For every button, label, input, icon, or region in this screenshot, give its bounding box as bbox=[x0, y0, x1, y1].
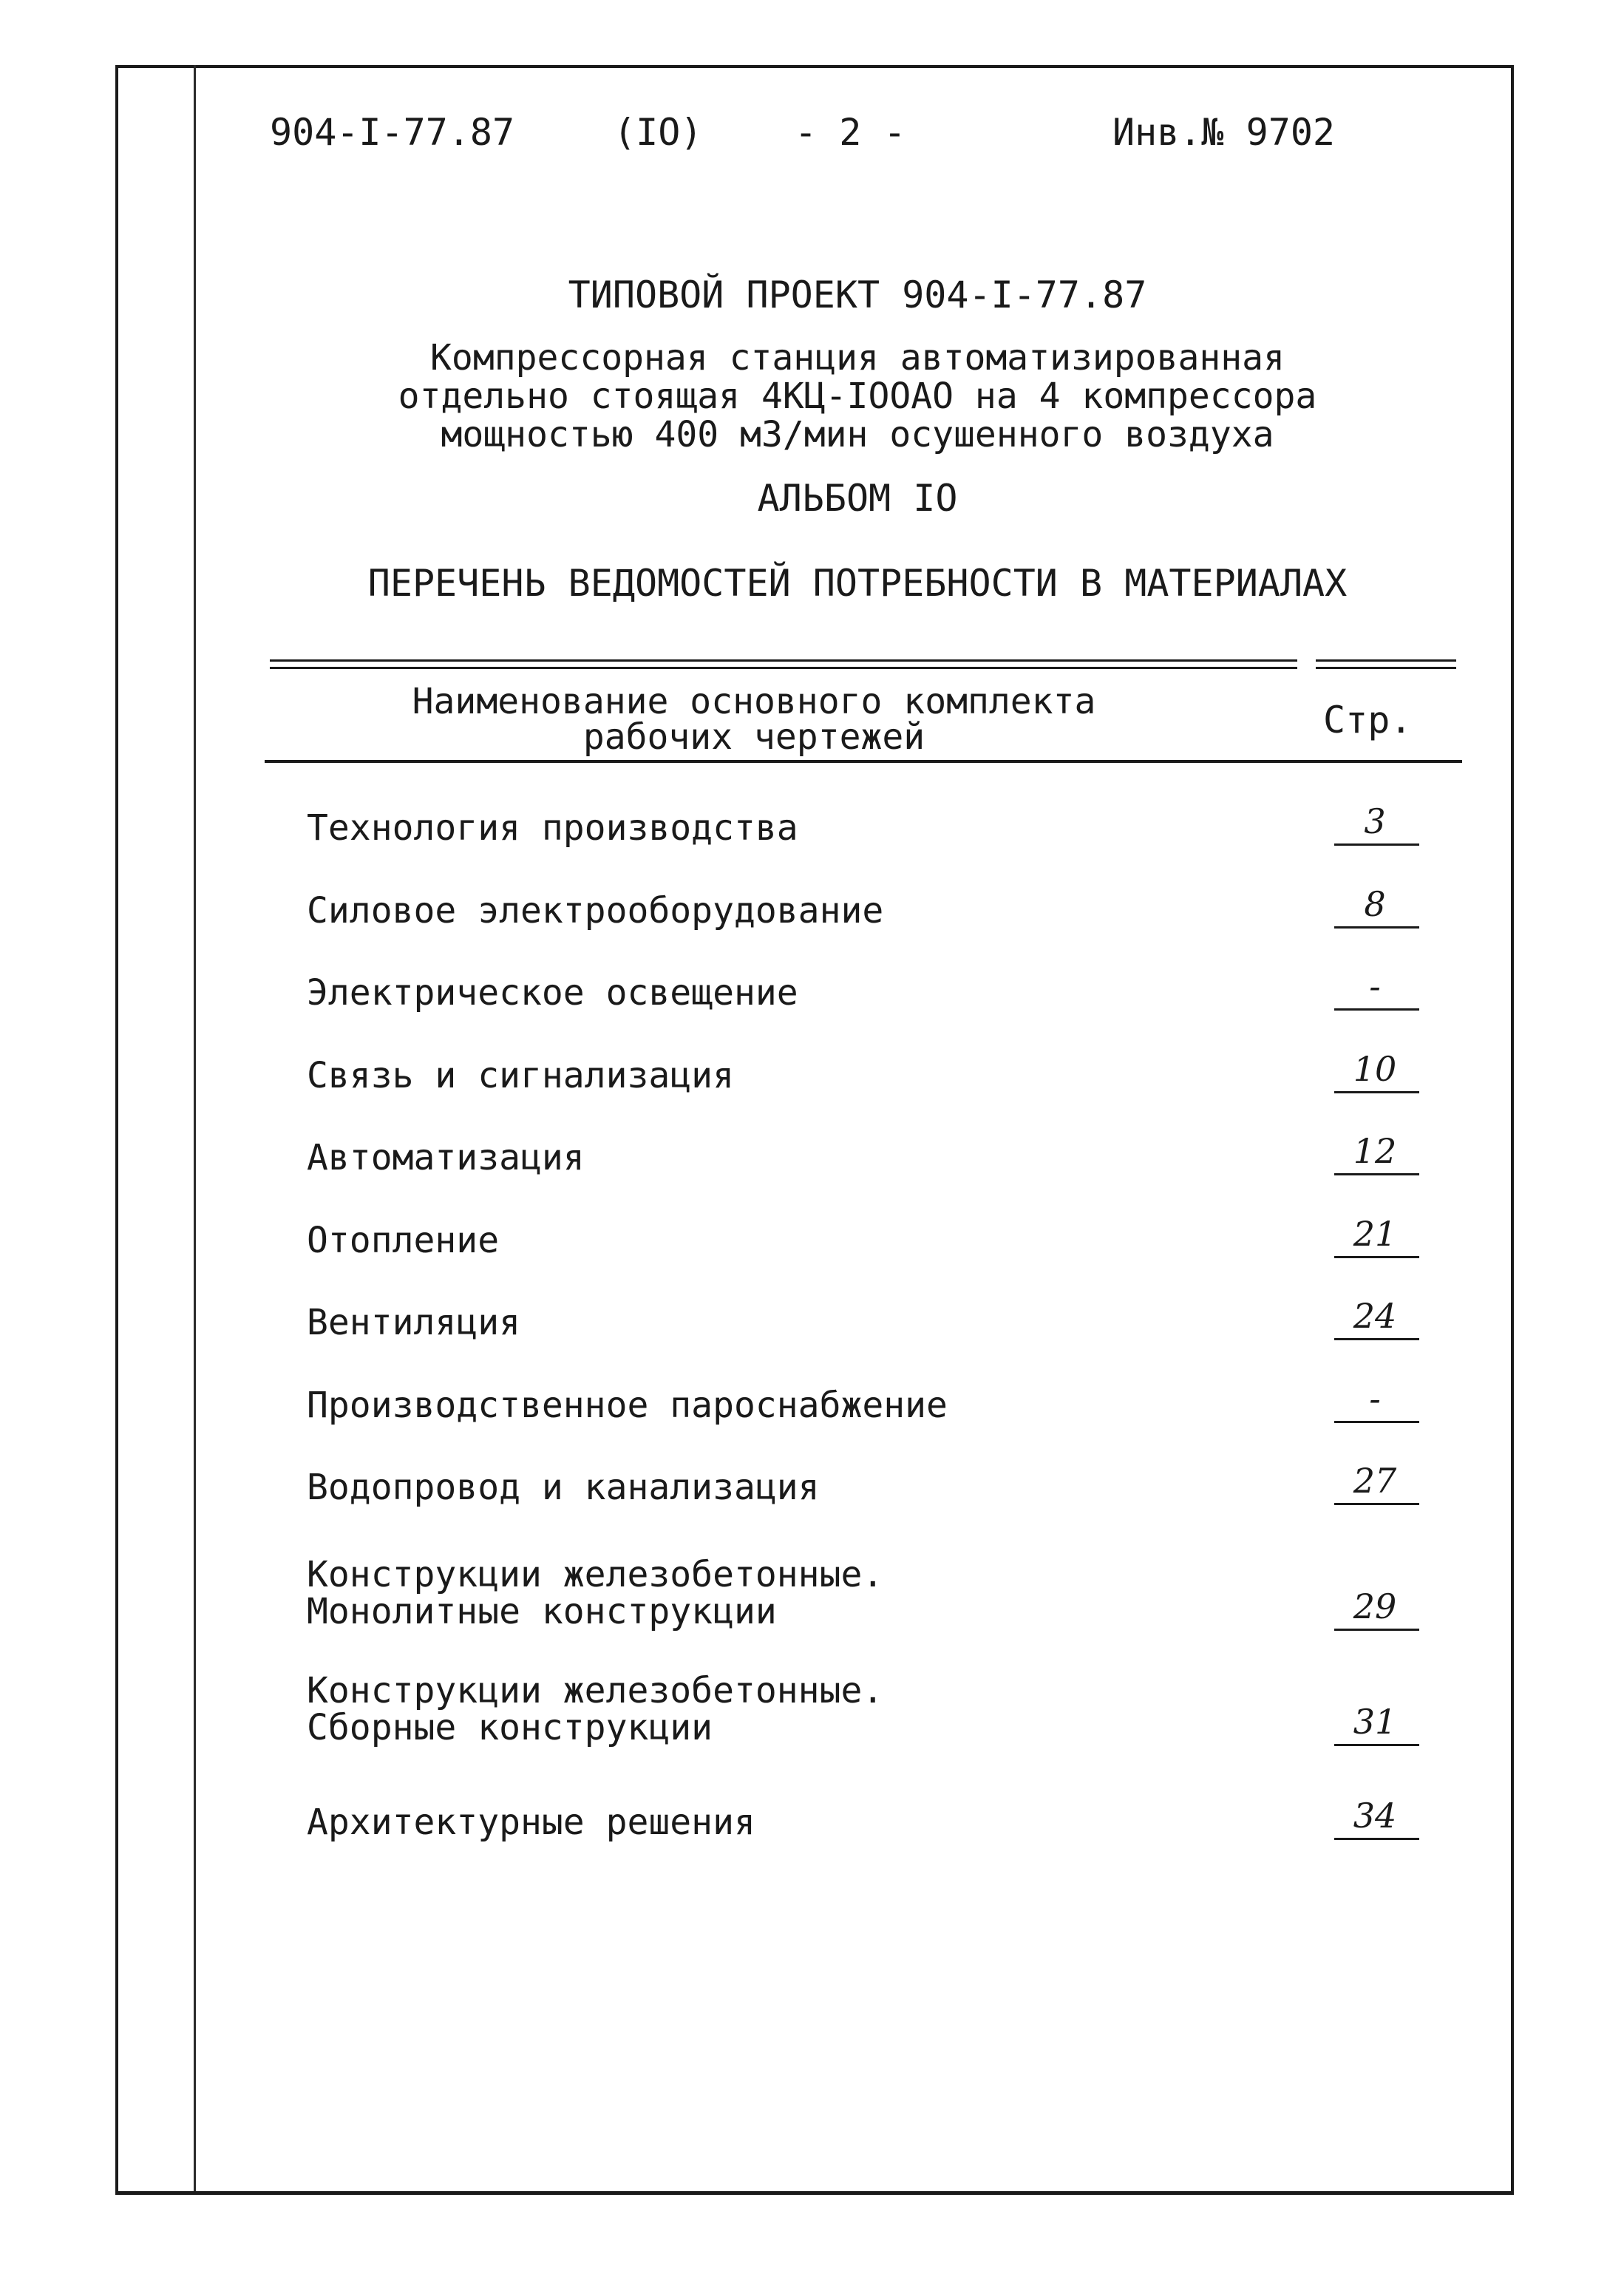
row-page-underline-2 bbox=[1334, 926, 1419, 929]
inventory-number: Инв.№ 9702 bbox=[1112, 111, 1336, 154]
frame-top-border bbox=[117, 65, 1514, 68]
row-label-2: Силовое электрооборудование bbox=[307, 890, 884, 931]
row-label-6: Отопление bbox=[307, 1220, 500, 1261]
row-label-8: Производственное пароснабжение bbox=[307, 1385, 948, 1426]
row-page-8: - bbox=[1369, 1379, 1381, 1419]
row-label-11-line-1: Конструкции железобетонные. bbox=[307, 1670, 884, 1711]
document-title: ТИПОВОЙ ПРОЕКТ 904-I-77.87 bbox=[568, 274, 1147, 316]
row-page-underline-9 bbox=[1334, 1503, 1419, 1505]
row-page-underline-1 bbox=[1334, 843, 1419, 846]
row-page-11: 31 bbox=[1353, 1702, 1397, 1742]
row-label-3: Электрическое освещение bbox=[307, 972, 798, 1014]
row-page-underline-11 bbox=[1334, 1744, 1419, 1746]
subtitle-line-1: Компрессорная станция автоматизированная bbox=[430, 337, 1285, 378]
table-top-rule-name-2 bbox=[270, 667, 1297, 669]
row-label-4: Связь и сигнализация bbox=[307, 1055, 734, 1096]
column-header-name-line-2: рабочих чертежей bbox=[582, 716, 925, 758]
subtitle-line-3: мощностью 400 м3/мин осушенного воздуха bbox=[441, 414, 1274, 455]
table-header-rule bbox=[265, 760, 1462, 763]
row-page-underline-6 bbox=[1334, 1256, 1419, 1258]
row-page-10: 29 bbox=[1353, 1586, 1397, 1626]
table-top-rule-name-1 bbox=[270, 659, 1297, 662]
row-label-10 bbox=[307, 1556, 883, 1631]
row-label-10-line-2: Монолитные конструкции bbox=[307, 1591, 777, 1633]
column-header-name bbox=[266, 681, 1242, 758]
row-page-underline-10 bbox=[1334, 1629, 1419, 1631]
row-page-3: - bbox=[1369, 966, 1381, 1006]
frame-left-border bbox=[115, 65, 118, 2194]
row-label-5: Автоматизация bbox=[307, 1137, 585, 1178]
album-label: АЛЬБОМ IO bbox=[757, 477, 958, 520]
row-page-9: 27 bbox=[1353, 1461, 1397, 1501]
row-page-underline-7 bbox=[1334, 1338, 1419, 1340]
row-page-underline-3 bbox=[1334, 1008, 1419, 1011]
row-page-7: 24 bbox=[1353, 1296, 1397, 1336]
row-page-underline-5 bbox=[1334, 1173, 1419, 1175]
row-label-12: Архитектурные решения bbox=[307, 1802, 755, 1843]
row-page-6: 21 bbox=[1353, 1214, 1397, 1254]
row-page-2: 8 bbox=[1364, 884, 1386, 924]
document-code: 904-I-77.87 bbox=[270, 111, 515, 154]
row-label-11 bbox=[307, 1672, 883, 1747]
frame-binding-line bbox=[194, 65, 196, 2194]
table-top-rule-page-1 bbox=[1316, 659, 1456, 662]
subtitle-line-2: отдельно стоящая 4КЦ-IOOAO на 4 компрессора bbox=[398, 376, 1317, 417]
row-page-4: 10 bbox=[1353, 1049, 1397, 1089]
row-label-11-line-2: Сборные конструкции bbox=[307, 1707, 713, 1749]
frame-bottom-border bbox=[115, 2191, 1514, 2195]
column-header-name-line-1: Наименование основного комплекта bbox=[412, 681, 1096, 722]
list-title: ПЕРЕЧЕНЬ ВЕДОМОСТЕЙ ПОТРЕБНОСТИ В МАТЕРИАЛАХ bbox=[367, 562, 1348, 605]
row-page-1: 3 bbox=[1364, 801, 1386, 841]
row-page-underline-8 bbox=[1334, 1421, 1419, 1423]
page-number: - 2 - bbox=[795, 111, 906, 154]
frame-right-border bbox=[1511, 65, 1514, 2194]
row-label-10-line-1: Конструкции железобетонные. bbox=[307, 1554, 884, 1595]
row-page-5: 12 bbox=[1353, 1131, 1397, 1171]
row-page-underline-12 bbox=[1334, 1838, 1419, 1840]
album-number: (IO) bbox=[614, 111, 703, 154]
row-label-9: Водопровод и канализация bbox=[307, 1467, 820, 1508]
row-label-7: Вентиляция bbox=[307, 1302, 520, 1343]
row-page-12: 34 bbox=[1353, 1796, 1397, 1836]
column-header-page: Стр. bbox=[1323, 699, 1413, 741]
row-label-1: Технология производства bbox=[307, 807, 798, 849]
row-page-underline-4 bbox=[1334, 1091, 1419, 1093]
table-top-rule-page-2 bbox=[1316, 667, 1456, 669]
